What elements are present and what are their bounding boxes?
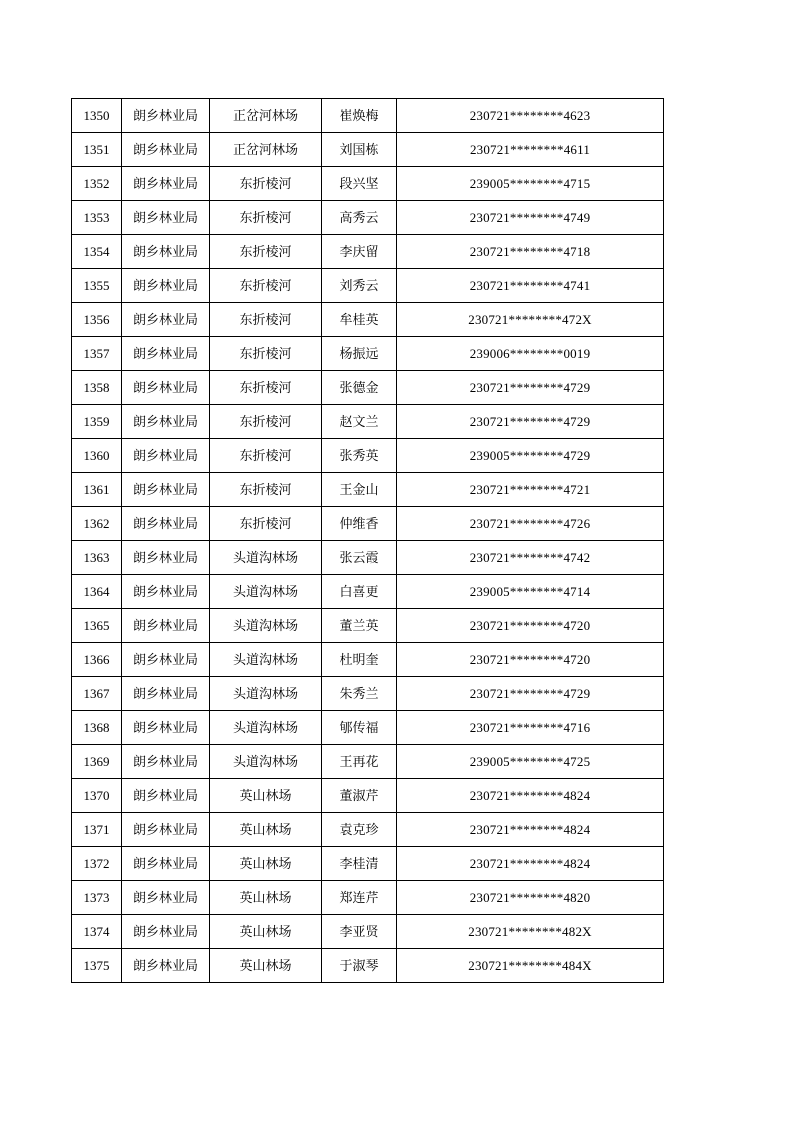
table-row — [72, 575, 664, 609]
row-index: 1374 — [72, 915, 122, 949]
row-name: 李亚贤 — [322, 915, 397, 949]
table-row — [72, 167, 664, 201]
table-row — [72, 235, 664, 269]
row-index: 1375 — [72, 949, 122, 983]
table-row — [72, 269, 664, 303]
row-farm: 东折棱河 — [210, 303, 322, 337]
row-unit: 朗乡林业局 — [122, 269, 210, 303]
row-unit: 朗乡林业局 — [122, 507, 210, 541]
row-unit: 朗乡林业局 — [122, 541, 210, 575]
row-id-number: 230721********4820 — [397, 881, 664, 915]
row-index: 1352 — [72, 167, 122, 201]
row-index: 1359 — [72, 405, 122, 439]
row-id-number: 239005********4725 — [397, 745, 664, 779]
row-id-number: 230721********4611 — [397, 133, 664, 167]
row-index: 1357 — [72, 337, 122, 371]
row-unit: 朗乡林业局 — [122, 201, 210, 235]
row-id-number: 239005********4729 — [397, 439, 664, 473]
row-unit: 朗乡林业局 — [122, 167, 210, 201]
row-name: 李庆留 — [322, 235, 397, 269]
row-farm: 英山林场 — [210, 881, 322, 915]
row-name: 王再花 — [322, 745, 397, 779]
row-name: 朱秀兰 — [322, 677, 397, 711]
row-id-number: 239006********0019 — [397, 337, 664, 371]
row-unit: 朗乡林业局 — [122, 949, 210, 983]
row-index: 1366 — [72, 643, 122, 677]
row-index: 1363 — [72, 541, 122, 575]
row-id-number: 230721********4742 — [397, 541, 664, 575]
row-name: 仲维香 — [322, 507, 397, 541]
row-id-number: 230721********4741 — [397, 269, 664, 303]
row-farm: 头道沟林场 — [210, 677, 322, 711]
row-index: 1371 — [72, 813, 122, 847]
row-unit: 朗乡林业局 — [122, 779, 210, 813]
row-farm: 东折棱河 — [210, 337, 322, 371]
row-name: 刘秀云 — [322, 269, 397, 303]
row-unit: 朗乡林业局 — [122, 99, 210, 133]
row-id-number: 230721********4729 — [397, 371, 664, 405]
row-unit: 朗乡林业局 — [122, 439, 210, 473]
row-unit: 朗乡林业局 — [122, 575, 210, 609]
row-name: 董兰英 — [322, 609, 397, 643]
row-farm: 东折棱河 — [210, 167, 322, 201]
row-unit: 朗乡林业局 — [122, 609, 210, 643]
row-index: 1369 — [72, 745, 122, 779]
row-farm: 英山林场 — [210, 813, 322, 847]
row-farm: 东折棱河 — [210, 439, 322, 473]
row-id-number: 239005********4715 — [397, 167, 664, 201]
row-id-number: 230721********4623 — [397, 99, 664, 133]
row-unit: 朗乡林业局 — [122, 881, 210, 915]
row-id-number: 230721********4824 — [397, 847, 664, 881]
row-id-number: 230721********4824 — [397, 779, 664, 813]
table-row — [72, 507, 664, 541]
row-index: 1372 — [72, 847, 122, 881]
row-farm: 头道沟林场 — [210, 711, 322, 745]
row-farm: 英山林场 — [210, 949, 322, 983]
row-index: 1356 — [72, 303, 122, 337]
row-farm: 正岔河林场 — [210, 99, 322, 133]
row-id-number: 230721********4749 — [397, 201, 664, 235]
row-name: 杜明奎 — [322, 643, 397, 677]
row-farm: 东折棱河 — [210, 473, 322, 507]
row-index: 1365 — [72, 609, 122, 643]
row-id-number: 230721********4726 — [397, 507, 664, 541]
row-unit: 朗乡林业局 — [122, 371, 210, 405]
row-name: 张云霞 — [322, 541, 397, 575]
row-index: 1353 — [72, 201, 122, 235]
row-name: 郑连芹 — [322, 881, 397, 915]
row-index: 1355 — [72, 269, 122, 303]
row-id-number: 230721********484X — [397, 949, 664, 983]
row-farm: 头道沟林场 — [210, 745, 322, 779]
row-index: 1350 — [72, 99, 122, 133]
row-unit: 朗乡林业局 — [122, 643, 210, 677]
row-farm: 英山林场 — [210, 847, 322, 881]
row-id-number: 230721********4716 — [397, 711, 664, 745]
row-unit: 朗乡林业局 — [122, 847, 210, 881]
row-name: 刘国栋 — [322, 133, 397, 167]
table-row — [72, 303, 664, 337]
row-unit: 朗乡林业局 — [122, 813, 210, 847]
table-row — [72, 133, 664, 167]
row-unit: 朗乡林业局 — [122, 677, 210, 711]
row-farm: 头道沟林场 — [210, 609, 322, 643]
table-row — [72, 881, 664, 915]
table-row — [72, 643, 664, 677]
row-id-number: 230721********4729 — [397, 677, 664, 711]
roster-table-body — [72, 99, 664, 983]
row-name: 高秀云 — [322, 201, 397, 235]
row-unit: 朗乡林业局 — [122, 745, 210, 779]
table-row — [72, 337, 664, 371]
row-index: 1364 — [72, 575, 122, 609]
row-farm: 头道沟林场 — [210, 575, 322, 609]
row-id-number: 230721********4720 — [397, 643, 664, 677]
row-id-number: 230721********4824 — [397, 813, 664, 847]
table-row — [72, 473, 664, 507]
row-farm: 头道沟林场 — [210, 541, 322, 575]
row-name: 段兴坚 — [322, 167, 397, 201]
roster-table-container — [71, 98, 663, 983]
row-name: 张秀英 — [322, 439, 397, 473]
table-row — [72, 779, 664, 813]
row-name: 赵文兰 — [322, 405, 397, 439]
table-row — [72, 201, 664, 235]
row-id-number: 230721********472X — [397, 303, 664, 337]
row-index: 1368 — [72, 711, 122, 745]
row-index: 1367 — [72, 677, 122, 711]
table-row — [72, 99, 664, 133]
row-unit: 朗乡林业局 — [122, 473, 210, 507]
row-farm: 东折棱河 — [210, 269, 322, 303]
row-unit: 朗乡林业局 — [122, 133, 210, 167]
row-farm: 英山林场 — [210, 915, 322, 949]
row-index: 1360 — [72, 439, 122, 473]
row-index: 1354 — [72, 235, 122, 269]
row-index: 1361 — [72, 473, 122, 507]
row-name: 于淑琴 — [322, 949, 397, 983]
row-index: 1373 — [72, 881, 122, 915]
row-name: 郇传福 — [322, 711, 397, 745]
row-index: 1358 — [72, 371, 122, 405]
row-unit: 朗乡林业局 — [122, 405, 210, 439]
table-row — [72, 745, 664, 779]
row-id-number: 230721********4718 — [397, 235, 664, 269]
row-farm: 东折棱河 — [210, 405, 322, 439]
row-unit: 朗乡林业局 — [122, 915, 210, 949]
row-farm: 正岔河林场 — [210, 133, 322, 167]
row-unit: 朗乡林业局 — [122, 711, 210, 745]
row-farm: 东折棱河 — [210, 371, 322, 405]
row-name: 袁克珍 — [322, 813, 397, 847]
row-id-number: 239005********4714 — [397, 575, 664, 609]
table-row — [72, 405, 664, 439]
row-id-number: 230721********4720 — [397, 609, 664, 643]
row-farm: 英山林场 — [210, 779, 322, 813]
table-row — [72, 813, 664, 847]
row-name: 王金山 — [322, 473, 397, 507]
table-row — [72, 949, 664, 983]
table-row — [72, 677, 664, 711]
row-index: 1362 — [72, 507, 122, 541]
row-id-number: 230721********4721 — [397, 473, 664, 507]
row-unit: 朗乡林业局 — [122, 337, 210, 371]
row-name: 李桂清 — [322, 847, 397, 881]
row-unit: 朗乡林业局 — [122, 235, 210, 269]
row-id-number: 230721********482X — [397, 915, 664, 949]
row-farm: 头道沟林场 — [210, 643, 322, 677]
table-row — [72, 711, 664, 745]
row-id-number: 230721********4729 — [397, 405, 664, 439]
roster-table — [71, 98, 664, 983]
table-row — [72, 371, 664, 405]
row-name: 张德金 — [322, 371, 397, 405]
row-name: 白喜更 — [322, 575, 397, 609]
row-unit: 朗乡林业局 — [122, 303, 210, 337]
row-name: 杨振远 — [322, 337, 397, 371]
table-row — [72, 439, 664, 473]
table-row — [72, 847, 664, 881]
row-name: 牟桂英 — [322, 303, 397, 337]
row-index: 1370 — [72, 779, 122, 813]
row-name: 董淑芹 — [322, 779, 397, 813]
row-farm: 东折棱河 — [210, 201, 322, 235]
table-row — [72, 541, 664, 575]
table-row — [72, 915, 664, 949]
row-farm: 东折棱河 — [210, 507, 322, 541]
row-index: 1351 — [72, 133, 122, 167]
row-farm: 东折棱河 — [210, 235, 322, 269]
row-name: 崔焕梅 — [322, 99, 397, 133]
table-row — [72, 609, 664, 643]
